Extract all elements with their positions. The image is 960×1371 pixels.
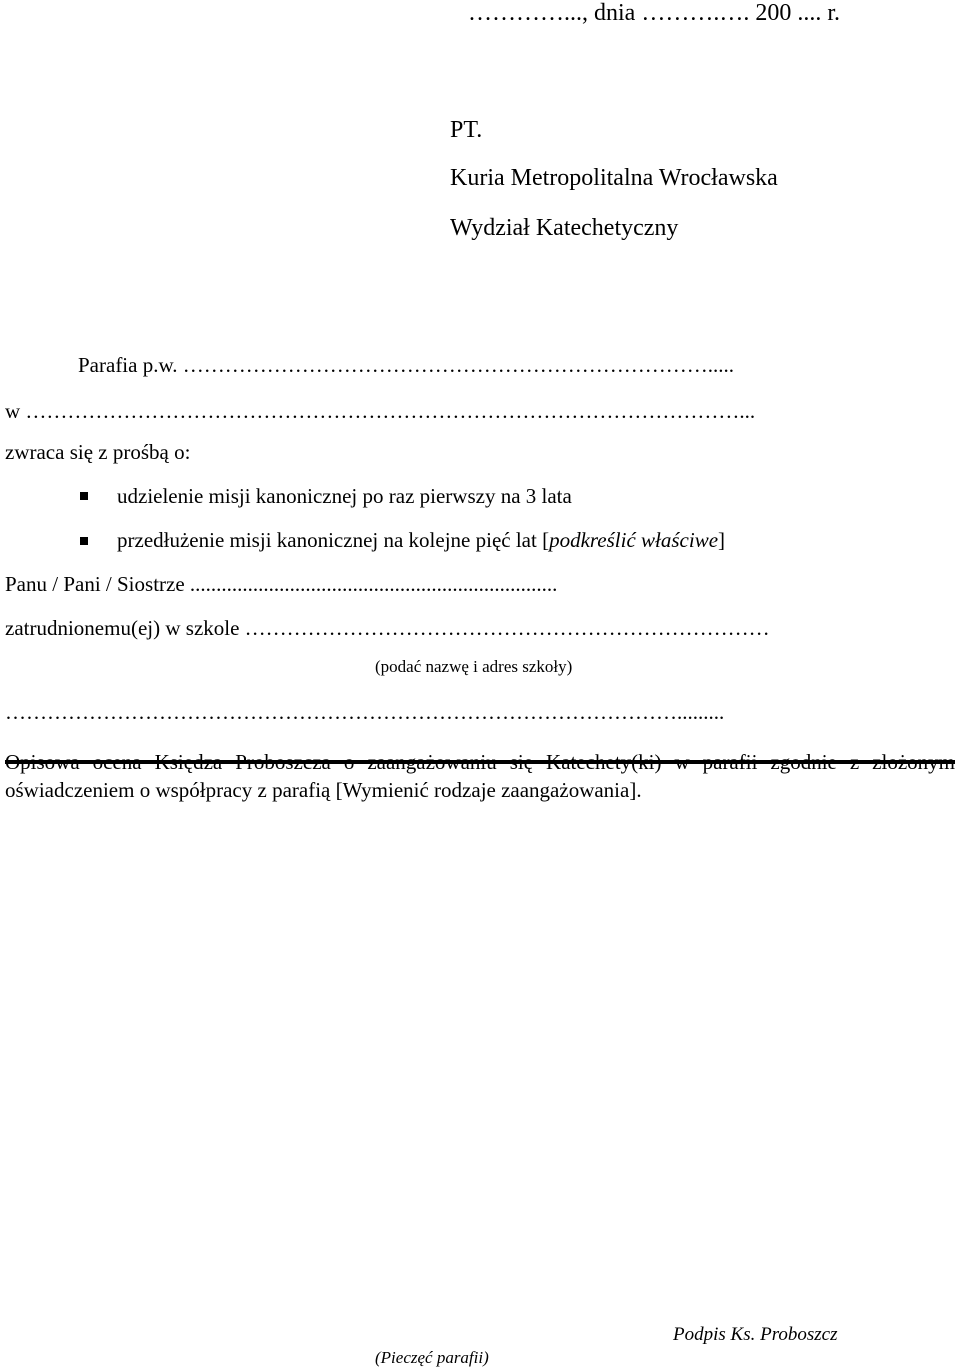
assessment-text: Opisowa ocena Księdza Proboszcza o zaangażowaniu się Katechety(ki) w parafii zgodnie z złożonym oświadczeniem o współpracy z parafią [Wymienić rodzaje zaangażowania]. — [5, 750, 955, 802]
recipient-line: Panu / Pani / Siostrze ...................................................................... — [5, 572, 558, 596]
school-hint: (podać nazwę i adres szkoły) — [375, 657, 573, 676]
employment-line: zatrudnionemu(ej) w szkole ………………………………………………………………… — [5, 616, 770, 640]
school-fill-line: ……………………………………………………………………………………......... — [5, 700, 725, 724]
request-intro: zwraca się z prośbą o: — [5, 440, 191, 464]
option-bullet — [80, 492, 88, 500]
date-line: …………..., dnia ……….…. 200 .... r. — [468, 0, 840, 26]
stamp-label: (Pieczęć parafii) — [375, 1348, 489, 1367]
addressee-curia: Kuria Metropolitalna Wrocławska — [450, 165, 778, 191]
addressee-department: Wydział Katechetyczny — [450, 215, 679, 241]
addressee-title: PT. — [450, 117, 483, 143]
location-line: w …………………………………………………………………………………………... — [5, 399, 756, 423]
option-extend-text: przedłużenie misji kanonicznej na kolejne pięć lat [ — [117, 528, 550, 552]
parish-line: Parafia p.w. …………………………………………………………………..... — [78, 353, 735, 377]
option-extend-mission — [117, 528, 725, 553]
signature-label: Podpis Ks. Proboszcz — [673, 1324, 838, 1345]
option-first-mission: udzielenie misji kanonicznej po raz pierwszy na 3 lata — [117, 484, 572, 508]
option-extend-hint: podkreślić właściwe — [549, 528, 719, 552]
option-bullet — [80, 537, 88, 545]
option-extend-close: ] — [718, 528, 726, 552]
